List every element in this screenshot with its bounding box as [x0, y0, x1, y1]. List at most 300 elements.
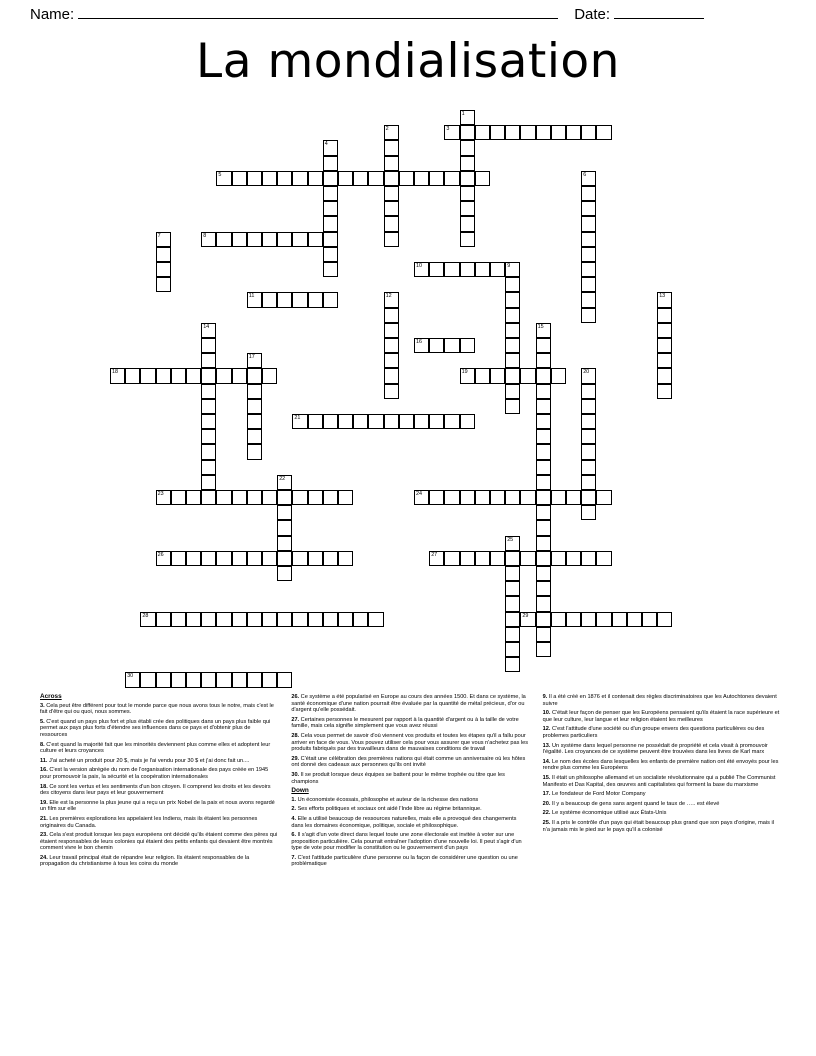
- grid-cell[interactable]: [353, 414, 368, 429]
- name-blank[interactable]: [78, 18, 558, 19]
- grid-cell[interactable]: [536, 642, 551, 657]
- grid-cell[interactable]: [201, 323, 216, 338]
- grid-cell[interactable]: [551, 490, 566, 505]
- grid-cell[interactable]: [216, 551, 231, 566]
- grid-cell[interactable]: [247, 612, 262, 627]
- grid-cell[interactable]: [460, 368, 475, 383]
- grid-cell[interactable]: [505, 262, 520, 277]
- grid-cell[interactable]: [277, 292, 292, 307]
- grid-cell[interactable]: [186, 368, 201, 383]
- grid-cell[interactable]: [642, 612, 657, 627]
- grid-cell[interactable]: [247, 232, 262, 247]
- grid-cell[interactable]: [596, 612, 611, 627]
- grid-cell[interactable]: [216, 490, 231, 505]
- grid-cell[interactable]: [581, 277, 596, 292]
- grid-cell[interactable]: [505, 612, 520, 627]
- grid-cell[interactable]: [505, 642, 520, 657]
- grid-cell[interactable]: [490, 551, 505, 566]
- grid-cell[interactable]: [505, 581, 520, 596]
- grid-cell[interactable]: [505, 292, 520, 307]
- grid-cell[interactable]: [384, 156, 399, 171]
- grid-cell[interactable]: [536, 520, 551, 535]
- grid-cell[interactable]: [156, 672, 171, 687]
- grid-cell[interactable]: [384, 353, 399, 368]
- grid-cell[interactable]: [384, 186, 399, 201]
- grid-cell[interactable]: [384, 323, 399, 338]
- grid-cell[interactable]: [657, 353, 672, 368]
- grid-cell[interactable]: [232, 612, 247, 627]
- grid-cell[interactable]: [156, 277, 171, 292]
- clue-item: [40, 784, 277, 797]
- grid-cell[interactable]: [156, 490, 171, 505]
- grid-cell[interactable]: [520, 368, 535, 383]
- grid-cell[interactable]: [201, 490, 216, 505]
- grid-cell[interactable]: [201, 429, 216, 444]
- grid-cell[interactable]: [581, 460, 596, 475]
- grid-cell[interactable]: [262, 672, 277, 687]
- grid-cell[interactable]: [323, 551, 338, 566]
- clue-item: [40, 832, 277, 852]
- grid-cell[interactable]: [581, 414, 596, 429]
- grid-cell[interactable]: [232, 551, 247, 566]
- grid-cell[interactable]: [551, 612, 566, 627]
- grid-cell[interactable]: [232, 368, 247, 383]
- clue-number: 24.: [40, 854, 50, 861]
- grid-cell[interactable]: [566, 125, 581, 140]
- grid-cell[interactable]: [201, 368, 216, 383]
- grid-cell[interactable]: [520, 551, 535, 566]
- clue-text: C'est l'attitude d'une société ou d'un groupe envers des questions particulières ou des problemes particuliers: [542, 726, 765, 739]
- grid-cell[interactable]: [323, 216, 338, 231]
- grid-cell[interactable]: [460, 551, 475, 566]
- grid-cell[interactable]: [292, 490, 307, 505]
- grid-cell[interactable]: [460, 414, 475, 429]
- grid-cell[interactable]: [475, 368, 490, 383]
- grid-cell[interactable]: [429, 551, 444, 566]
- grid-cell[interactable]: [323, 414, 338, 429]
- grid-cell[interactable]: [216, 368, 231, 383]
- grid-cell[interactable]: [429, 171, 444, 186]
- grid-cell[interactable]: [277, 171, 292, 186]
- grid-cell[interactable]: [338, 551, 353, 566]
- clue-item: [543, 820, 780, 833]
- grid-cell[interactable]: [262, 232, 277, 247]
- date-blank[interactable]: [614, 18, 704, 19]
- grid-cell[interactable]: [414, 171, 429, 186]
- grid-cell[interactable]: [156, 612, 171, 627]
- grid-cell[interactable]: [277, 232, 292, 247]
- grid-cell[interactable]: [505, 368, 520, 383]
- grid-cell[interactable]: [216, 171, 231, 186]
- grid-cell[interactable]: [657, 292, 672, 307]
- grid-cell[interactable]: [156, 368, 171, 383]
- grid-cell[interactable]: [414, 414, 429, 429]
- grid-cell[interactable]: [201, 612, 216, 627]
- grid-cell[interactable]: [460, 140, 475, 155]
- grid-cell[interactable]: [262, 551, 277, 566]
- grid-cell[interactable]: [536, 338, 551, 353]
- grid-cell[interactable]: [536, 475, 551, 490]
- grid-cell[interactable]: [657, 323, 672, 338]
- grid-cell[interactable]: [368, 171, 383, 186]
- grid-cell[interactable]: [536, 612, 551, 627]
- grid-cell[interactable]: [384, 384, 399, 399]
- grid-cell[interactable]: [536, 323, 551, 338]
- grid-cell[interactable]: [520, 490, 535, 505]
- grid-cell[interactable]: [520, 612, 535, 627]
- grid-cell[interactable]: [247, 414, 262, 429]
- grid-cell[interactable]: [581, 232, 596, 247]
- grid-cell[interactable]: [201, 460, 216, 475]
- grid-cell[interactable]: [505, 657, 520, 672]
- grid-cell[interactable]: [414, 338, 429, 353]
- grid-cell[interactable]: [323, 156, 338, 171]
- grid-cell[interactable]: [277, 505, 292, 520]
- clue-text: Cela vous permet de savoir d'où viennent vos produits et toutes les étapes qu'il a fallu pour arriver en face de vous. Vous pouvez utiliser cela pour vous assurer que vous n'achetez pas les produits fabriqués par des travailleurs dans de mauvaises conditions de travail: [291, 732, 529, 753]
- grid-cell[interactable]: [171, 368, 186, 383]
- grid-cell[interactable]: [520, 125, 535, 140]
- grid-cell[interactable]: [399, 171, 414, 186]
- grid-cell[interactable]: [536, 551, 551, 566]
- grid-cell[interactable]: [505, 399, 520, 414]
- grid-cell[interactable]: [505, 384, 520, 399]
- grid-cell[interactable]: [460, 110, 475, 125]
- grid-cell[interactable]: [216, 612, 231, 627]
- grid-cell[interactable]: [460, 201, 475, 216]
- clue-item: [40, 703, 277, 716]
- grid-cell[interactable]: [581, 384, 596, 399]
- grid-cell[interactable]: [156, 551, 171, 566]
- grid-cell[interactable]: [186, 551, 201, 566]
- grid-cell[interactable]: [444, 551, 459, 566]
- grid-cell[interactable]: [308, 292, 323, 307]
- grid-cell[interactable]: [536, 399, 551, 414]
- grid-cell[interactable]: [581, 490, 596, 505]
- grid-cell[interactable]: [292, 232, 307, 247]
- grid-cell[interactable]: [657, 384, 672, 399]
- grid-cell[interactable]: [384, 292, 399, 307]
- grid-cell[interactable]: [323, 262, 338, 277]
- grid-cell[interactable]: [110, 368, 125, 383]
- grid-cell[interactable]: [581, 262, 596, 277]
- grid-cell[interactable]: [505, 308, 520, 323]
- grid-cell[interactable]: [536, 353, 551, 368]
- grid-cell[interactable]: [308, 551, 323, 566]
- grid-cell[interactable]: [581, 368, 596, 383]
- grid-cell[interactable]: [140, 368, 155, 383]
- grid-cell[interactable]: [505, 490, 520, 505]
- grid-cell[interactable]: [247, 672, 262, 687]
- grid-cell[interactable]: [384, 216, 399, 231]
- grid-cell[interactable]: [201, 399, 216, 414]
- grid-cell[interactable]: [536, 505, 551, 520]
- grid-cell[interactable]: [384, 171, 399, 186]
- grid-cell[interactable]: [581, 444, 596, 459]
- grid-cell[interactable]: [201, 551, 216, 566]
- grid-cell[interactable]: [596, 490, 611, 505]
- grid-cell[interactable]: [201, 672, 216, 687]
- grid-cell[interactable]: [460, 156, 475, 171]
- grid-cell[interactable]: [505, 566, 520, 581]
- grid-cell[interactable]: [505, 277, 520, 292]
- grid-cell[interactable]: [581, 399, 596, 414]
- grid-cell[interactable]: [232, 672, 247, 687]
- grid-cell[interactable]: [581, 505, 596, 520]
- grid-cell[interactable]: [657, 368, 672, 383]
- grid-cell[interactable]: [551, 368, 566, 383]
- grid-cell[interactable]: [475, 262, 490, 277]
- grid-cell[interactable]: [308, 490, 323, 505]
- grid-cell[interactable]: [201, 444, 216, 459]
- grid-cell[interactable]: [323, 232, 338, 247]
- grid-cell[interactable]: [536, 414, 551, 429]
- grid-cell[interactable]: [292, 292, 307, 307]
- grid-cell[interactable]: [460, 490, 475, 505]
- grid-cell[interactable]: [323, 201, 338, 216]
- grid-cell[interactable]: [384, 338, 399, 353]
- grid-cell[interactable]: [475, 551, 490, 566]
- grid-cell[interactable]: [581, 551, 596, 566]
- grid-cell[interactable]: [171, 551, 186, 566]
- grid-cell[interactable]: [657, 308, 672, 323]
- grid-cell[interactable]: [308, 232, 323, 247]
- grid-cell[interactable]: [277, 612, 292, 627]
- grid-cell[interactable]: [323, 612, 338, 627]
- grid-cell[interactable]: [444, 171, 459, 186]
- grid-cell[interactable]: [368, 612, 383, 627]
- grid-cell[interactable]: [384, 140, 399, 155]
- grid-cell[interactable]: [262, 292, 277, 307]
- grid-cell[interactable]: [399, 414, 414, 429]
- grid-cell[interactable]: [566, 551, 581, 566]
- grid-cell[interactable]: [171, 490, 186, 505]
- grid-cell[interactable]: [505, 353, 520, 368]
- grid-cell[interactable]: [490, 262, 505, 277]
- grid-cell[interactable]: [277, 520, 292, 535]
- grid-cell[interactable]: [292, 551, 307, 566]
- grid-cell[interactable]: [505, 627, 520, 642]
- grid-cell[interactable]: [581, 186, 596, 201]
- grid-cell[interactable]: [505, 338, 520, 353]
- grid-cell[interactable]: [536, 536, 551, 551]
- clue-item: [40, 742, 277, 755]
- grid-cell[interactable]: [292, 612, 307, 627]
- grid-cell[interactable]: [247, 368, 262, 383]
- grid-cell[interactable]: [125, 368, 140, 383]
- grid-cell[interactable]: [323, 490, 338, 505]
- grid-cell[interactable]: [657, 338, 672, 353]
- grid-cell[interactable]: [581, 475, 596, 490]
- grid-cell[interactable]: [308, 612, 323, 627]
- grid-cell[interactable]: [581, 171, 596, 186]
- grid-cell[interactable]: [323, 247, 338, 262]
- grid-cell[interactable]: [460, 171, 475, 186]
- grid-cell[interactable]: [201, 338, 216, 353]
- grid-cell[interactable]: [262, 368, 277, 383]
- grid-cell[interactable]: [353, 171, 368, 186]
- grid-cell[interactable]: [140, 672, 155, 687]
- grid-cell[interactable]: [277, 536, 292, 551]
- grid-cell[interactable]: [216, 672, 231, 687]
- grid-cell[interactable]: [156, 232, 171, 247]
- grid-cell[interactable]: [460, 232, 475, 247]
- grid-cell[interactable]: [536, 384, 551, 399]
- grid-cell[interactable]: [247, 292, 262, 307]
- grid-cell[interactable]: [277, 475, 292, 490]
- grid-cell[interactable]: [277, 566, 292, 581]
- grid-cell[interactable]: [384, 368, 399, 383]
- grid-cell[interactable]: [536, 368, 551, 383]
- grid-cell[interactable]: [216, 232, 231, 247]
- grid-cell[interactable]: [201, 475, 216, 490]
- grid-cell[interactable]: [490, 125, 505, 140]
- clue-text: C'est quand la majorité fait que les minorités deviennent plus comme elles et adoptent leur culture et leurs croyances: [40, 741, 271, 755]
- grid-cell[interactable]: [262, 171, 277, 186]
- grid-cell[interactable]: [536, 566, 551, 581]
- crossword-grid[interactable]: [0, 108, 816, 688]
- clue-number: 22.: [542, 810, 552, 817]
- grid-cell[interactable]: [247, 444, 262, 459]
- grid-cell[interactable]: [308, 414, 323, 429]
- grid-cell[interactable]: [627, 612, 642, 627]
- grid-cell[interactable]: [414, 490, 429, 505]
- grid-cell[interactable]: [186, 672, 201, 687]
- grid-cell[interactable]: [551, 551, 566, 566]
- grid-cell[interactable]: [505, 596, 520, 611]
- grid-cell[interactable]: [444, 490, 459, 505]
- grid-cell[interactable]: [338, 171, 353, 186]
- grid-cell[interactable]: [429, 490, 444, 505]
- grid-cell[interactable]: [201, 414, 216, 429]
- grid-cell[interactable]: [323, 186, 338, 201]
- grid-cell[interactable]: [444, 414, 459, 429]
- grid-cell[interactable]: [277, 551, 292, 566]
- grid-cell[interactable]: [536, 444, 551, 459]
- grid-cell[interactable]: [536, 429, 551, 444]
- grid-cell[interactable]: [323, 171, 338, 186]
- grid-cell[interactable]: [444, 262, 459, 277]
- grid-cell[interactable]: [475, 171, 490, 186]
- grid-cell[interactable]: [247, 353, 262, 368]
- grid-cell[interactable]: [338, 414, 353, 429]
- grid-cell[interactable]: [247, 384, 262, 399]
- grid-cell[interactable]: [596, 125, 611, 140]
- grid-cell[interactable]: [566, 612, 581, 627]
- grid-cell[interactable]: [232, 171, 247, 186]
- grid-cell-number: 2: [385, 126, 389, 133]
- grid-cell[interactable]: [429, 414, 444, 429]
- grid-cell[interactable]: [581, 201, 596, 216]
- grid-cell[interactable]: [323, 140, 338, 155]
- grid-cell[interactable]: [384, 201, 399, 216]
- grid-cell[interactable]: [232, 232, 247, 247]
- grid-cell[interactable]: [460, 125, 475, 140]
- grid-cell[interactable]: [505, 125, 520, 140]
- grid-cell[interactable]: [186, 612, 201, 627]
- grid-cell[interactable]: [201, 384, 216, 399]
- grid-cell[interactable]: [490, 368, 505, 383]
- grid-cell[interactable]: [581, 612, 596, 627]
- grid-cell[interactable]: [201, 353, 216, 368]
- grid-cell[interactable]: [460, 186, 475, 201]
- grid-cell[interactable]: [566, 490, 581, 505]
- grid-cell[interactable]: [308, 171, 323, 186]
- grid-cell[interactable]: [505, 536, 520, 551]
- grid-cell[interactable]: [368, 414, 383, 429]
- grid-cell[interactable]: [581, 247, 596, 262]
- grid-cell[interactable]: [536, 460, 551, 475]
- grid-cell[interactable]: [475, 490, 490, 505]
- grid-cell[interactable]: [247, 490, 262, 505]
- grid-cell[interactable]: [490, 490, 505, 505]
- grid-cell[interactable]: [292, 171, 307, 186]
- grid-cell[interactable]: [277, 672, 292, 687]
- grid-cell[interactable]: [247, 399, 262, 414]
- grid-cell[interactable]: [444, 338, 459, 353]
- grid-cell[interactable]: [384, 308, 399, 323]
- grid-cell[interactable]: [460, 216, 475, 231]
- grid-cell[interactable]: [505, 323, 520, 338]
- grid-cell[interactable]: [536, 627, 551, 642]
- grid-cell[interactable]: [536, 490, 551, 505]
- grid-cell[interactable]: [581, 292, 596, 307]
- grid-cell[interactable]: [505, 551, 520, 566]
- grid-cell[interactable]: [247, 429, 262, 444]
- grid-cell[interactable]: [460, 338, 475, 353]
- grid-cell[interactable]: [429, 338, 444, 353]
- grid-cell[interactable]: [536, 596, 551, 611]
- grid-cell[interactable]: [414, 262, 429, 277]
- grid-cell[interactable]: [460, 262, 475, 277]
- grid-cell[interactable]: [140, 612, 155, 627]
- grid-cell[interactable]: [657, 612, 672, 627]
- grid-cell[interactable]: [232, 490, 247, 505]
- grid-cell[interactable]: [171, 672, 186, 687]
- grid-cell[interactable]: [201, 232, 216, 247]
- grid-cell[interactable]: [338, 490, 353, 505]
- grid-cell[interactable]: [475, 125, 490, 140]
- grid-cell[interactable]: [596, 551, 611, 566]
- grid-cell[interactable]: [125, 672, 140, 687]
- grid-cell[interactable]: [581, 216, 596, 231]
- grid-cell[interactable]: [262, 490, 277, 505]
- grid-cell[interactable]: [292, 414, 307, 429]
- grid-cell[interactable]: [247, 171, 262, 186]
- grid-cell[interactable]: [247, 551, 262, 566]
- grid-cell[interactable]: [551, 125, 566, 140]
- grid-cell[interactable]: [186, 490, 201, 505]
- grid-cell[interactable]: [384, 232, 399, 247]
- grid-cell[interactable]: [444, 125, 459, 140]
- grid-cell[interactable]: [429, 262, 444, 277]
- grid-cell[interactable]: [536, 125, 551, 140]
- grid-cell[interactable]: [262, 612, 277, 627]
- grid-cell[interactable]: [323, 292, 338, 307]
- grid-cell[interactable]: [353, 612, 368, 627]
- grid-cell[interactable]: [581, 429, 596, 444]
- grid-cell[interactable]: [171, 612, 186, 627]
- grid-cell[interactable]: [384, 414, 399, 429]
- grid-cell[interactable]: [277, 490, 292, 505]
- grid-cell[interactable]: [612, 612, 627, 627]
- grid-cell[interactable]: [156, 262, 171, 277]
- grid-cell[interactable]: [384, 125, 399, 140]
- grid-cell[interactable]: [536, 581, 551, 596]
- grid-cell[interactable]: [581, 125, 596, 140]
- grid-cell[interactable]: [338, 612, 353, 627]
- grid-cell[interactable]: [581, 308, 596, 323]
- grid-cell[interactable]: [156, 247, 171, 262]
